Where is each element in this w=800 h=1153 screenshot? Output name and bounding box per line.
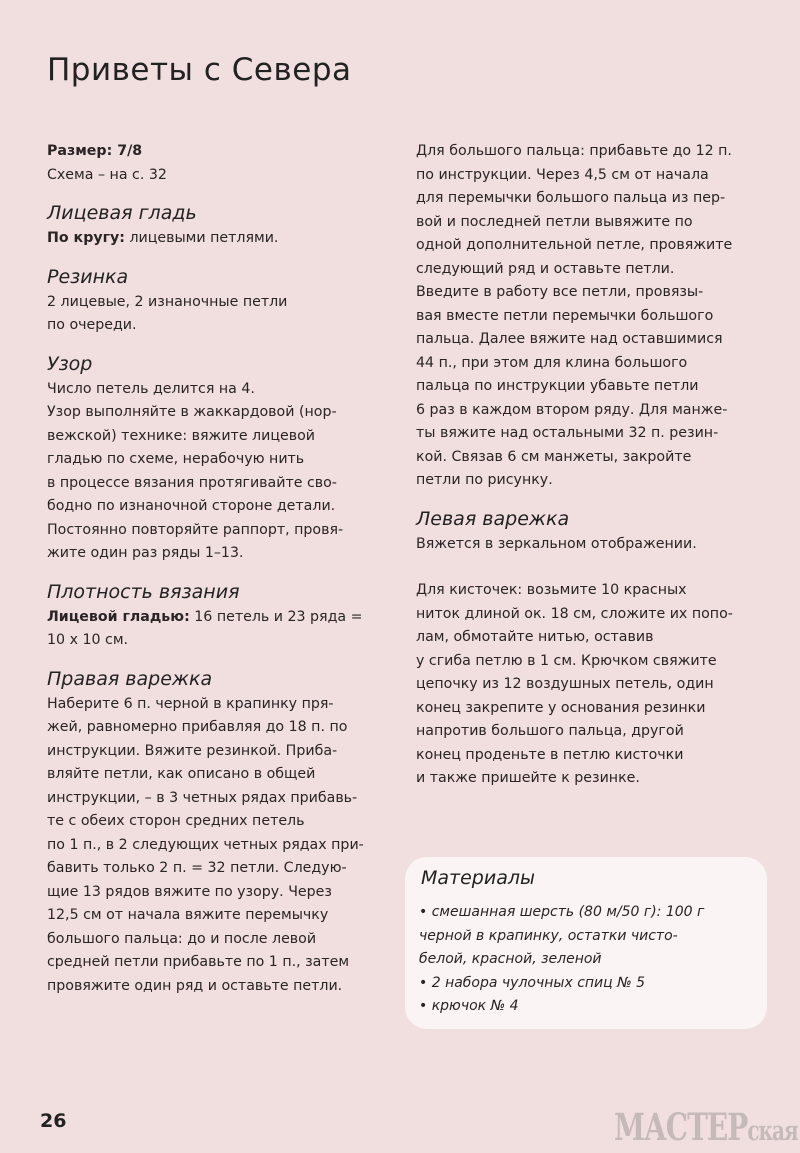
right-column [416, 140, 768, 791]
stockinette-bold: По кругу: [47, 230, 125, 246]
thumb-line: одной дополнительной петле, провяжите [416, 237, 733, 253]
right-mitten-line: инструкции, – в 3 четных рядах прибавь- [47, 789, 358, 806]
thumb-line: Для большого пальца: прибавьте до 12 п. [416, 143, 732, 159]
watermark-small: ская [747, 1114, 798, 1147]
right-mitten-line: провяжите один ряд и оставьте петли. [47, 977, 343, 994]
right-mitten-line: вляйте петли, как описано в общей [47, 766, 316, 782]
right-mitten-line: по 1 п., в 2 следующих четных рядах при- [47, 836, 364, 853]
materials-heading: Материалы [421, 867, 535, 889]
thumb-line: пальца по инструкции убавьте петли [416, 378, 699, 394]
thumb-line: петли по рисунку. [416, 472, 553, 488]
thumb-line: кой. Связав 6 см манжеты, закройте [416, 448, 692, 465]
left-mitten-text: Вяжется в зеркальном отображении. [416, 535, 697, 552]
thumb-line: Введите в работу все петли, провязы- [416, 284, 704, 300]
thumb-line: 6 раз в каждом втором ряду. Для манже- [416, 401, 728, 418]
materials-item: • крючок № 4 [419, 998, 519, 1014]
size-section [47, 140, 385, 187]
right-mitten-line: жей, равномерно прибавляя до 18 п. по [47, 719, 348, 735]
pattern-line: вежской) технике: вяжите лицевой [47, 427, 315, 444]
schema-ref: Схема – на с. 32 [47, 166, 167, 183]
tassel-line: ниток длиной ок. 18 см, сложите их попо- [416, 605, 733, 622]
ribbing-heading: Резинка [47, 265, 129, 288]
materials-item: • смешанная шерсть (80 м/50 г): 100 г [419, 904, 705, 920]
thumb-line: пальца. Далее вяжите над оставшимися [416, 331, 723, 347]
right-mitten-section [47, 667, 385, 999]
stockinette-heading: Лицевая гладь [47, 202, 197, 224]
left-column [47, 140, 385, 998]
tassel-line: Для кисточек: возьмите 10 красных [416, 582, 687, 598]
tassel-line: у сгиба петлю в 1 см. Крючком свяжите [416, 652, 717, 669]
pattern-line: Узор выполняйте в жаккардовой (нор- [47, 404, 337, 420]
right-mitten-line: щие 13 рядов вяжите по узору. Через [47, 883, 332, 900]
size-label: Размер: 7/8 [47, 143, 143, 159]
stockinette-text: лицевыми петлями. [124, 230, 279, 246]
pattern-heading: Узор [47, 352, 93, 375]
materials-item: белой, красной, зеленой [419, 951, 602, 967]
right-mitten-line: те с обеих сторон средних петель [47, 813, 305, 829]
tassel-line: конец закрепите у основания резинки [416, 699, 706, 716]
watermark-main: МАСТЕР [614, 1105, 748, 1150]
right-mitten-heading: Правая варежка [47, 667, 213, 690]
tassel-section [416, 579, 768, 791]
page-title: Приветы с Севера [47, 52, 352, 88]
pattern-line: Постоянно повторяйте раппорт, провя- [47, 521, 344, 538]
pattern-line: гладью по схеме, нерабочую нить [47, 451, 305, 467]
right-mitten-line: большого пальца: до и после левой [47, 930, 317, 947]
thumb-line: вая вместе петли перемычки большого [416, 307, 714, 324]
right-mitten-line: Наберите 6 п. черной в крапинку пря- [47, 695, 334, 712]
watermark [614, 1105, 798, 1150]
left-mitten-section [416, 507, 768, 557]
pattern-line: Число петель делится на 4. [47, 380, 255, 397]
materials-box [405, 857, 767, 1029]
stockinette-section [47, 201, 385, 251]
thumb-line: следующий ряд и оставьте петли. [416, 260, 675, 277]
gauge-bold: Лицевой гладью: [47, 608, 190, 625]
pattern-line: в процессе вязания протягивайте сво- [47, 474, 337, 491]
pattern-line: бодно по изнаночной стороне детали. [47, 498, 336, 514]
right-mitten-line: бавить только 2 п. = 32 петли. Следую- [47, 860, 347, 876]
page-number: 26 [40, 1110, 67, 1132]
tassel-line: напротив большого пальца, другой [416, 723, 684, 739]
left-mitten-heading: Левая варежка [416, 507, 570, 530]
thumb-section [416, 140, 768, 493]
materials-list [419, 901, 759, 1019]
thumb-line: по инструкции. Через 4,5 см от начала [416, 166, 709, 183]
tassel-line: цепочку из 12 воздушных петель, один [416, 676, 714, 692]
tassel-line: и также пришейте к резинке. [416, 770, 640, 786]
thumb-line: 44 п., при этом для клина большого [416, 354, 688, 371]
gauge-text: 16 петель и 23 ряда = [189, 608, 363, 625]
tassel-line: конец проденьте в петлю кисточки [416, 746, 684, 763]
ribbing-line: по очереди. [47, 317, 137, 333]
right-mitten-line: инструкции. Вяжите резинкой. Приба- [47, 742, 338, 759]
right-mitten-line: 12,5 см от начала вяжите перемычку [47, 907, 329, 923]
gauge-section [47, 580, 385, 653]
gauge-text: 10 x 10 см. [47, 632, 129, 648]
materials-item: • 2 набора чулочных спиц № 5 [419, 974, 646, 991]
ribbing-section [47, 265, 385, 338]
materials-item: черной в крапинку, остатки чисто- [419, 927, 678, 944]
thumb-line: для перемычки большого пальца из пер- [416, 190, 726, 206]
right-mitten-line: средней петли прибавьте по 1 п., затем [47, 954, 350, 970]
ribbing-line: 2 лицевые, 2 изнаночные петли [47, 293, 288, 310]
thumb-line: ты вяжите над остальными 32 п. резин- [416, 425, 719, 441]
pattern-section [47, 352, 385, 566]
tassel-line: лам, обмотайте нитью, оставив [416, 629, 654, 645]
gauge-heading: Плотность вязания [47, 580, 240, 603]
thumb-line: вой и последней петли вывяжите по [416, 213, 693, 230]
pattern-line: жите один раз ряды 1–13. [47, 545, 244, 561]
